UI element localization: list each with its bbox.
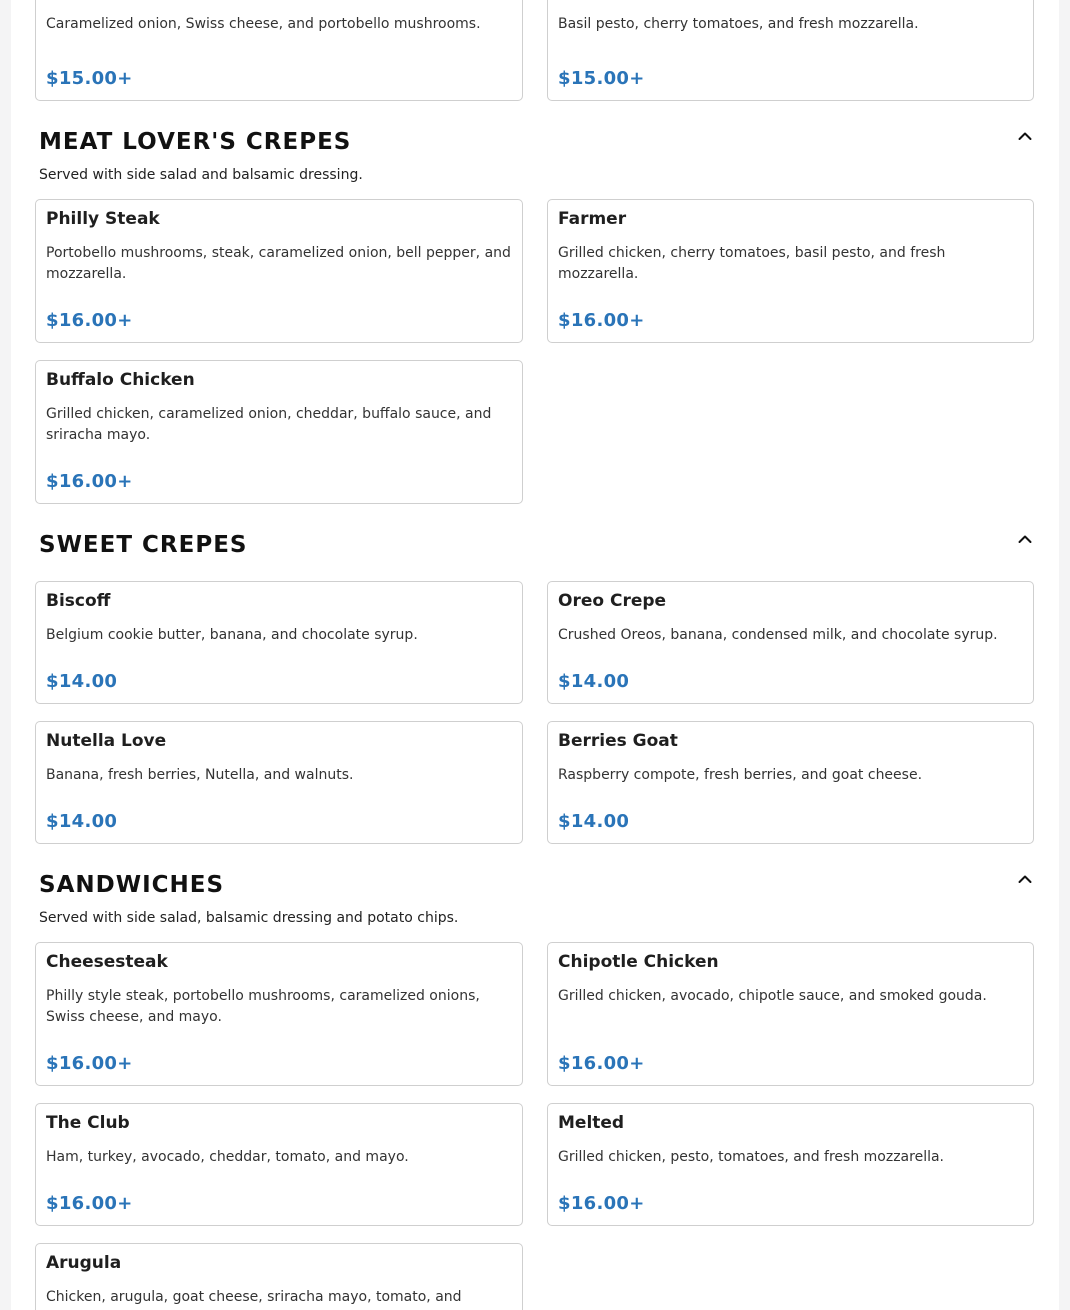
menu-item-card[interactable] [35,581,523,704]
chevron-up-icon[interactable] [1015,869,1035,889]
item-price: $16.00+ [46,310,133,331]
item-price: $16.00+ [558,1053,645,1074]
item-price: $14.00 [46,811,118,832]
menu-item-card[interactable] [35,942,523,1086]
item-description: Caramelized onion, Swiss cheese, and portobello mushrooms. [46,16,481,32]
menu-page [11,0,1059,1310]
item-price: $14.00 [558,811,630,832]
item-description: Chicken, arugula, goat cheese, sriracha mayo, tomato, and [46,1289,462,1305]
item-description: Belgium cookie butter, banana, and chocolate syrup. [46,627,418,643]
chevron-up-icon[interactable] [1015,529,1035,549]
section-title-sandwiches: SANDWICHES [39,872,225,898]
section-note: Served with side salad and balsamic dressing. [39,167,363,183]
item-description: Grilled chicken, cherry tomatoes, basil pesto, and fresh mozzarella. [558,245,946,282]
item-description: Ham, turkey, avocado, cheddar, tomato, and mayo. [46,1149,409,1165]
item-name: Melted [558,1113,625,1133]
menu-item-card[interactable] [35,721,523,844]
item-description: Philly style steak, portobello mushrooms, caramelized onions, Swiss cheese, and mayo. [46,988,480,1025]
item-price: $16.00+ [46,471,133,492]
item-description: Raspberry compote, fresh berries, and goat cheese. [558,767,923,783]
menu-item-card[interactable] [547,0,1034,101]
menu-item-card[interactable] [547,942,1034,1086]
item-price: $16.00+ [558,310,645,331]
item-price: $14.00 [46,671,118,692]
menu-item-card[interactable] [35,1243,523,1310]
item-description: Grilled chicken, pesto, tomatoes, and fresh mozzarella. [558,1149,945,1165]
item-description: Grilled chicken, caramelized onion, cheddar, buffalo sauce, and sriracha mayo. [46,406,492,443]
item-name: Buffalo Chicken [46,370,195,390]
section-title-sweet-crepes: SWEET CREPES [39,532,248,558]
item-name: Cheesesteak [46,952,168,972]
menu-item-card[interactable] [35,1103,523,1226]
menu-item-card[interactable] [35,0,523,101]
item-description: Banana, fresh berries, Nutella, and walnuts. [46,767,354,783]
menu-item-card[interactable] [547,199,1034,343]
item-price: $15.00+ [558,68,645,89]
item-name: Arugula [46,1253,122,1273]
item-price: $15.00+ [46,68,133,89]
section-title-meat-lovers: MEAT LOVER'S CREPES [39,129,352,155]
menu-item-card[interactable] [547,1103,1034,1226]
item-name: The Club [46,1113,130,1133]
item-price: $16.00+ [46,1053,133,1074]
item-name: Chipotle Chicken [558,952,719,972]
item-name: Oreo Crepe [558,591,667,611]
item-description: Crushed Oreos, banana, condensed milk, and chocolate syrup. [558,627,998,643]
menu-item-card[interactable] [35,360,523,504]
item-price: $16.00+ [558,1193,645,1214]
section-note: Served with side salad, balsamic dressing and potato chips. [39,910,459,926]
item-description: Portobello mushrooms, steak, caramelized onion, bell pepper, and mozzarella. [46,245,511,282]
menu-item-card[interactable] [35,199,523,343]
menu-item-card[interactable] [547,721,1034,844]
item-name: Philly Steak [46,209,160,229]
item-name: Farmer [558,209,627,229]
item-price: $14.00 [558,671,630,692]
menu-item-card[interactable] [547,581,1034,704]
item-name: Berries Goat [558,731,678,751]
item-name: Nutella Love [46,731,167,751]
chevron-up-icon[interactable] [1015,126,1035,146]
item-description: Grilled chicken, avocado, chipotle sauce, and smoked gouda. [558,988,987,1004]
item-description: Basil pesto, cherry tomatoes, and fresh mozzarella. [558,16,919,32]
item-name: Biscoff [46,591,111,611]
item-price: $16.00+ [46,1193,133,1214]
